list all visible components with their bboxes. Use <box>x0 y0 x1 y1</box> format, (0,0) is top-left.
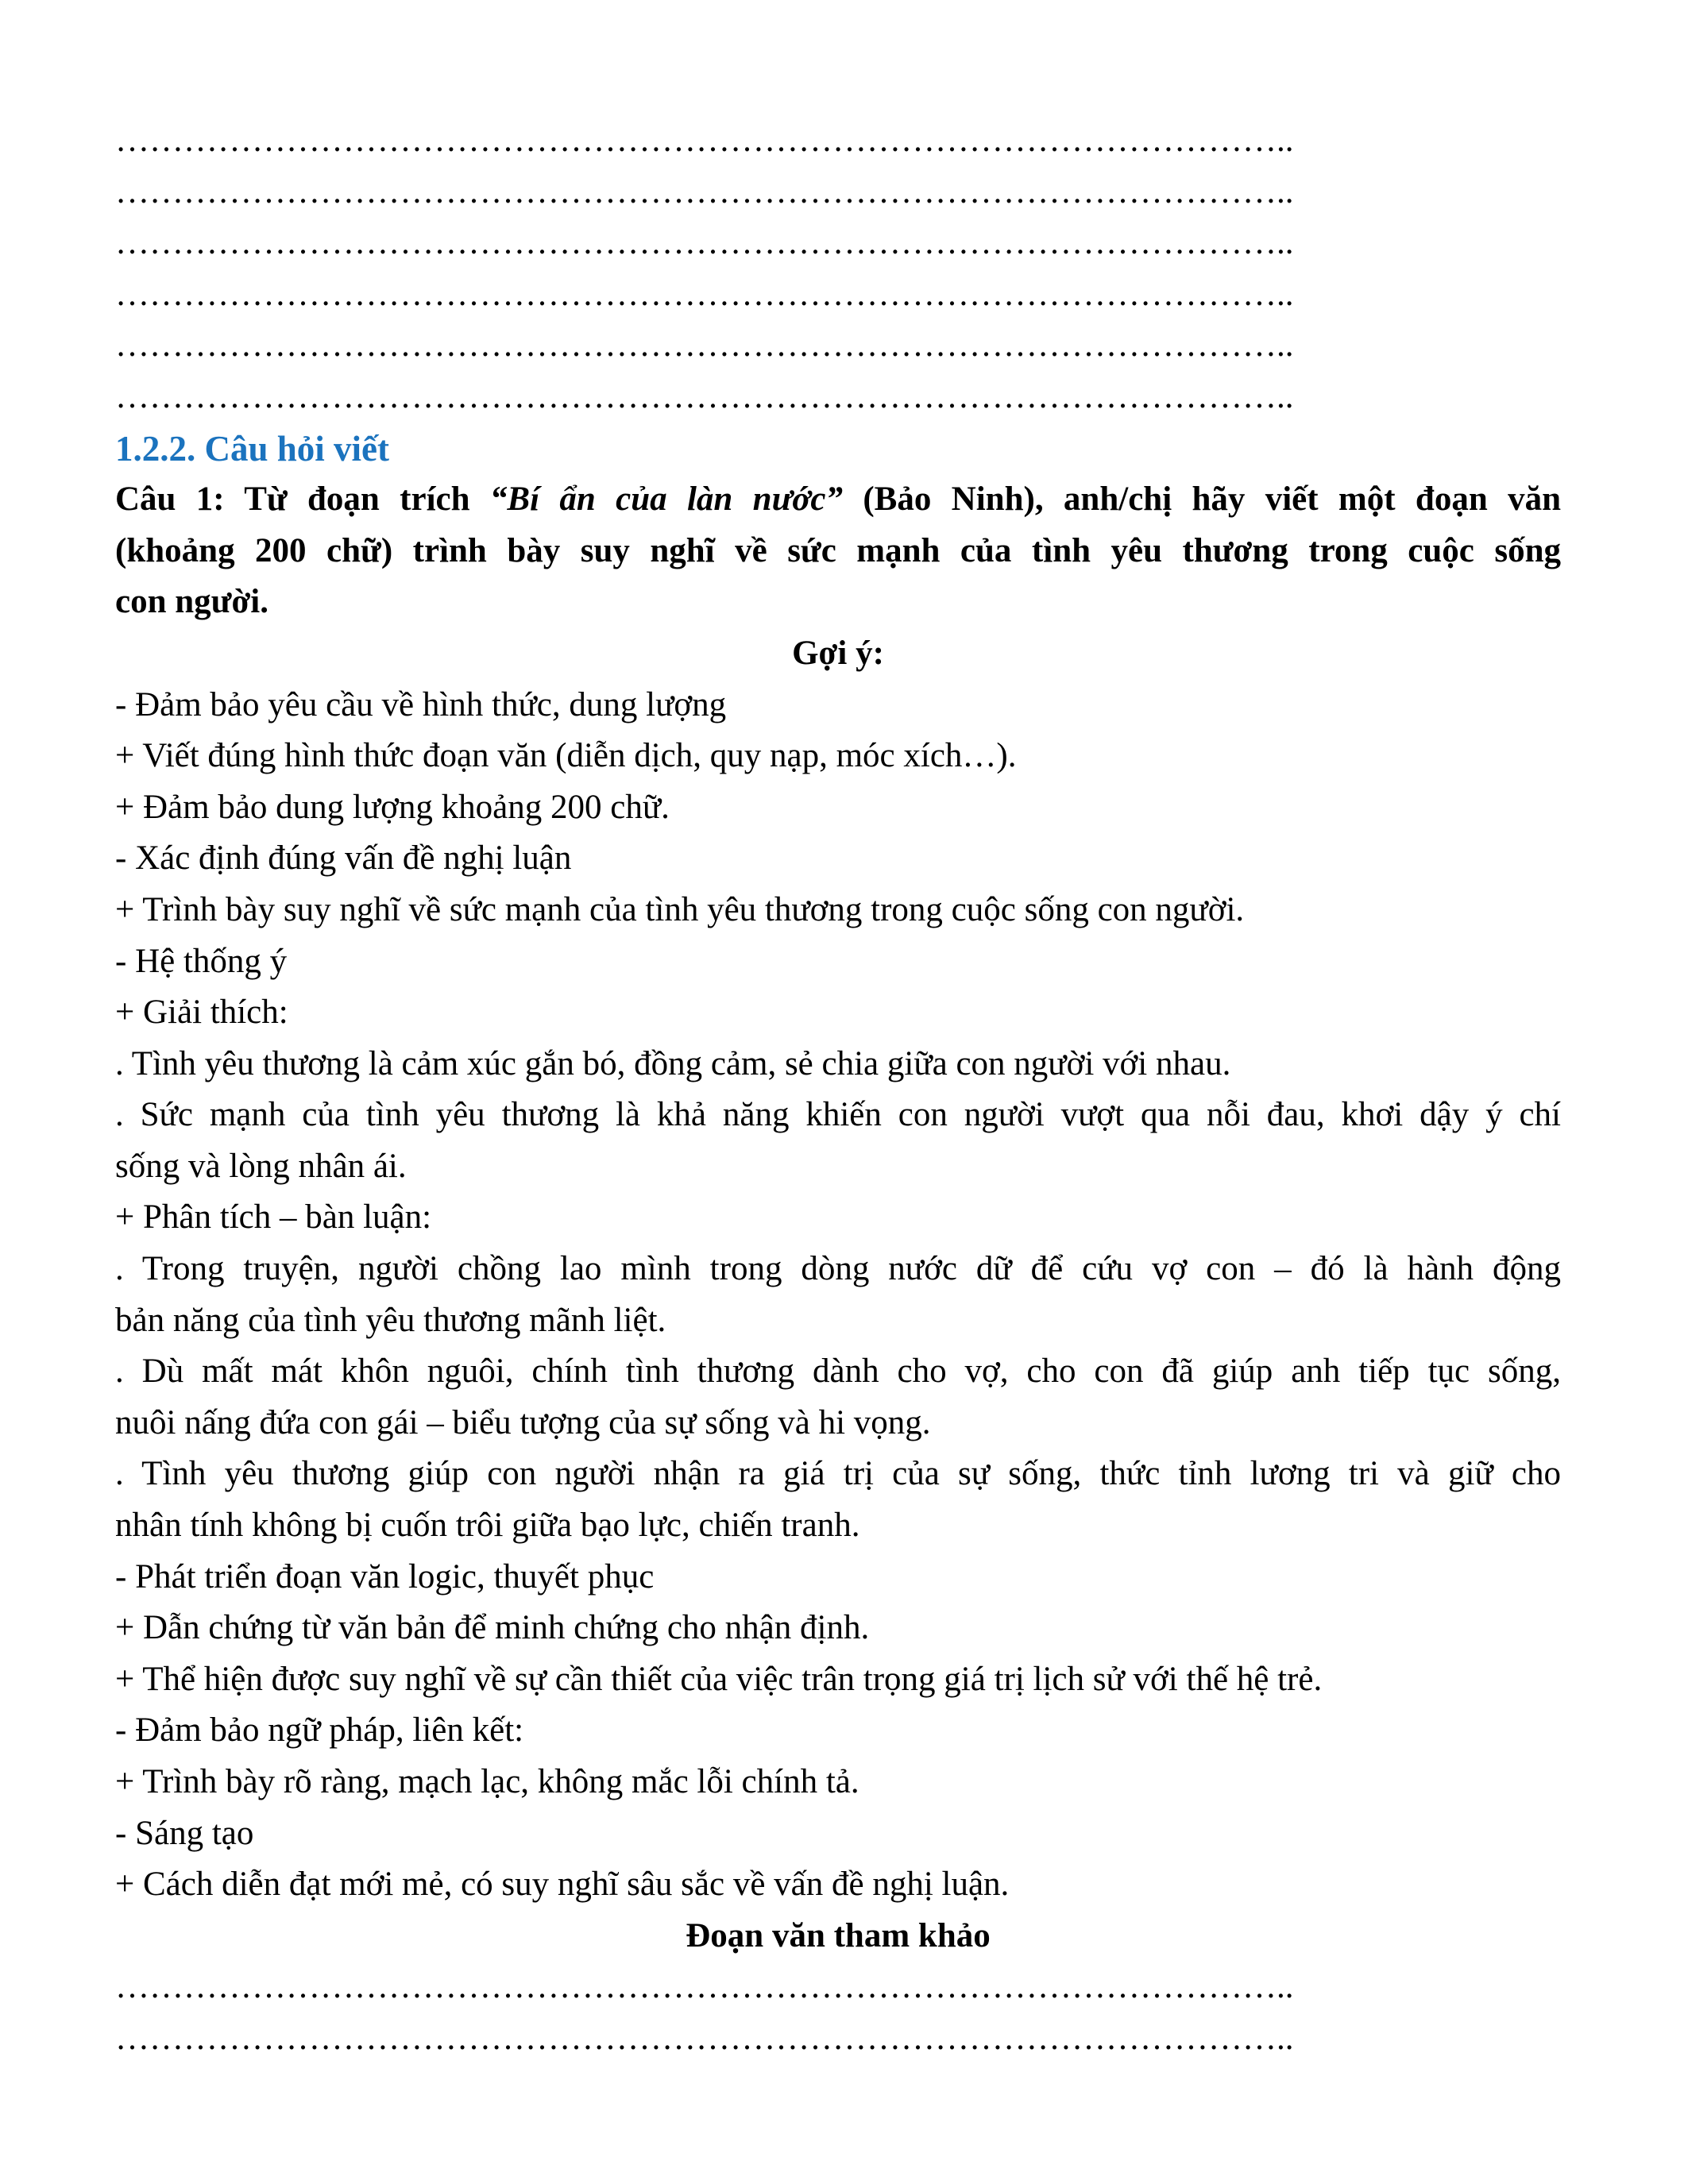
guide-item-line: + Viết đúng hình thức đoạn văn (diễn dịch, quy nạp, móc xích…). <box>115 737 1017 775</box>
guide-item-line: + Phân tích – bàn luận: <box>115 1198 432 1237</box>
guide-item-line: + Thể hiện được suy nghĩ về sự cần thiết của việc trân trọng giá trị lịch sử với thế hệ trẻ. <box>115 1660 1323 1698</box>
guide-item <box>115 1757 1561 1808</box>
guide-item <box>115 936 1561 988</box>
guide-item-line: + Dẫn chứng từ văn bản để minh chứng cho nhận định. <box>115 1609 870 1647</box>
guide-item <box>115 1859 1561 1911</box>
guide-item <box>115 1090 1561 1192</box>
guide-item <box>115 1654 1561 1706</box>
dotted-answer-line: ………………………………………………………………………………………….. <box>115 1968 1294 2006</box>
dotted-answer-line: ………………………………………………………………………………………….. <box>115 122 1294 159</box>
section-heading: 1.2.2. Câu hỏi viết <box>115 428 390 469</box>
reference-title: Đoạn văn tham khảo <box>686 1916 991 1954</box>
guide-item <box>115 1449 1561 1551</box>
guide-item-line: - Hệ thống ý <box>115 942 288 980</box>
guide-item-line: + Cách diễn đạt mới mẻ, có suy nghĩ sâu sắc về vấn đề nghị luận. <box>115 1866 1010 1904</box>
guide-item <box>115 680 1561 731</box>
answer-blank-lines-top <box>115 115 1561 423</box>
guide-item-line: - Đảm bảo yêu cầu về hình thức, dung lượng <box>115 685 727 723</box>
guide-item-line: . Trong truyện, người chồng lao mình trong dòng nước dữ để cứu vợ con – đó là hành động <box>115 1250 1561 1288</box>
guide-item-line: . Sức mạnh của tình yêu thương là khả năng khiến con người vượt qua nỗi đau, khơi dậy ý chí <box>115 1096 1561 1134</box>
guide-item-line: + Đảm bảo dung lượng khoảng 200 chữ. <box>115 788 670 826</box>
guide-item-line: . Dù mất mát khôn nguôi, chính tình thương dành cho vợ, cho con đã giúp anh tiếp tục sống, <box>115 1352 1561 1391</box>
question-text: (Bảo Ninh), anh/chị hãy viết một đoạn văn <box>843 480 1561 519</box>
question-text: con người. <box>115 583 268 621</box>
dotted-answer-line: ………………………………………………………………………………………….. <box>115 275 1294 313</box>
dotted-answer-line: ………………………………………………………………………………………….. <box>115 2019 1294 2057</box>
guide-item <box>115 731 1561 782</box>
guide-item <box>115 1705 1561 1757</box>
guide-item-line: + Trình bày suy nghĩ về sức mạnh của tình yêu thương trong cuộc sống con người. <box>115 890 1245 928</box>
guide-item <box>115 782 1561 834</box>
guide-item-line: - Xác định đúng vấn đề nghị luận <box>115 839 572 878</box>
guide-item-line: sống và lòng nhân ái. <box>115 1147 407 1185</box>
guide-item <box>115 1603 1561 1654</box>
question-paragraph <box>115 474 1561 628</box>
guide-item <box>115 1808 1561 1860</box>
guide-item-line: . Tình yêu thương là cảm xúc gắn bó, đồng cảm, sẻ chia giữa con người với nhau. <box>115 1044 1231 1082</box>
question-line <box>115 526 1561 577</box>
quoted-title: “Bí ẩn của làn nước” <box>489 480 843 519</box>
guide-item <box>115 885 1561 936</box>
guide-item <box>115 1552 1561 1603</box>
dotted-answer-line: ………………………………………………………………………………………….. <box>115 172 1294 210</box>
guide-item <box>115 833 1561 885</box>
guide-item-line: nhân tính không bị cuốn trôi giữa bạo lực, chiến tranh. <box>115 1507 860 1545</box>
guide-item-line: + Giải thích: <box>115 994 288 1032</box>
guide-title: Gợi ý: <box>792 634 884 672</box>
guide-item-line: bản năng của tình yêu thương mãnh liệt. <box>115 1301 666 1339</box>
guide-item-line: - Sáng tạo <box>115 1814 254 1852</box>
guide-item <box>115 1039 1561 1090</box>
guide-item <box>115 1346 1561 1449</box>
guide-item-line: - Đảm bảo ngữ pháp, liên kết: <box>115 1711 524 1750</box>
guide-item-line: - Phát triển đoạn văn logic, thuyết phục <box>115 1557 655 1596</box>
guide-list <box>115 680 1561 1911</box>
guide-item-line: + Trình bày rõ ràng, mạch lạc, không mắc lỗi chính tả. <box>115 1763 859 1800</box>
guide-item <box>115 1192 1561 1244</box>
question-text: Câu 1: Từ đoạn trích <box>115 480 490 519</box>
dotted-answer-line: ………………………………………………………………………………………….. <box>115 377 1294 415</box>
question-text: (khoảng 200 chữ) trình bày suy nghĩ về sức mạnh của tình yêu thương trong cuộc sống <box>115 531 1561 569</box>
guide-item <box>115 1244 1561 1346</box>
guide-item-line: . Tình yêu thương giúp con người nhận ra giá trị của sự sống, thức tỉnh lương tri và giữ cho <box>115 1455 1561 1493</box>
guide-item-line: nuôi nấng đứa con gái – biểu tượng của sự sống và hi vọng. <box>115 1403 931 1441</box>
question-line <box>115 474 1561 526</box>
answer-blank-lines-bottom <box>115 1962 1561 2064</box>
dotted-answer-line: ………………………………………………………………………………………….. <box>115 224 1294 262</box>
dotted-answer-line: ………………………………………………………………………………………….. <box>115 326 1294 365</box>
question-line <box>115 577 1561 628</box>
guide-item <box>115 987 1561 1039</box>
